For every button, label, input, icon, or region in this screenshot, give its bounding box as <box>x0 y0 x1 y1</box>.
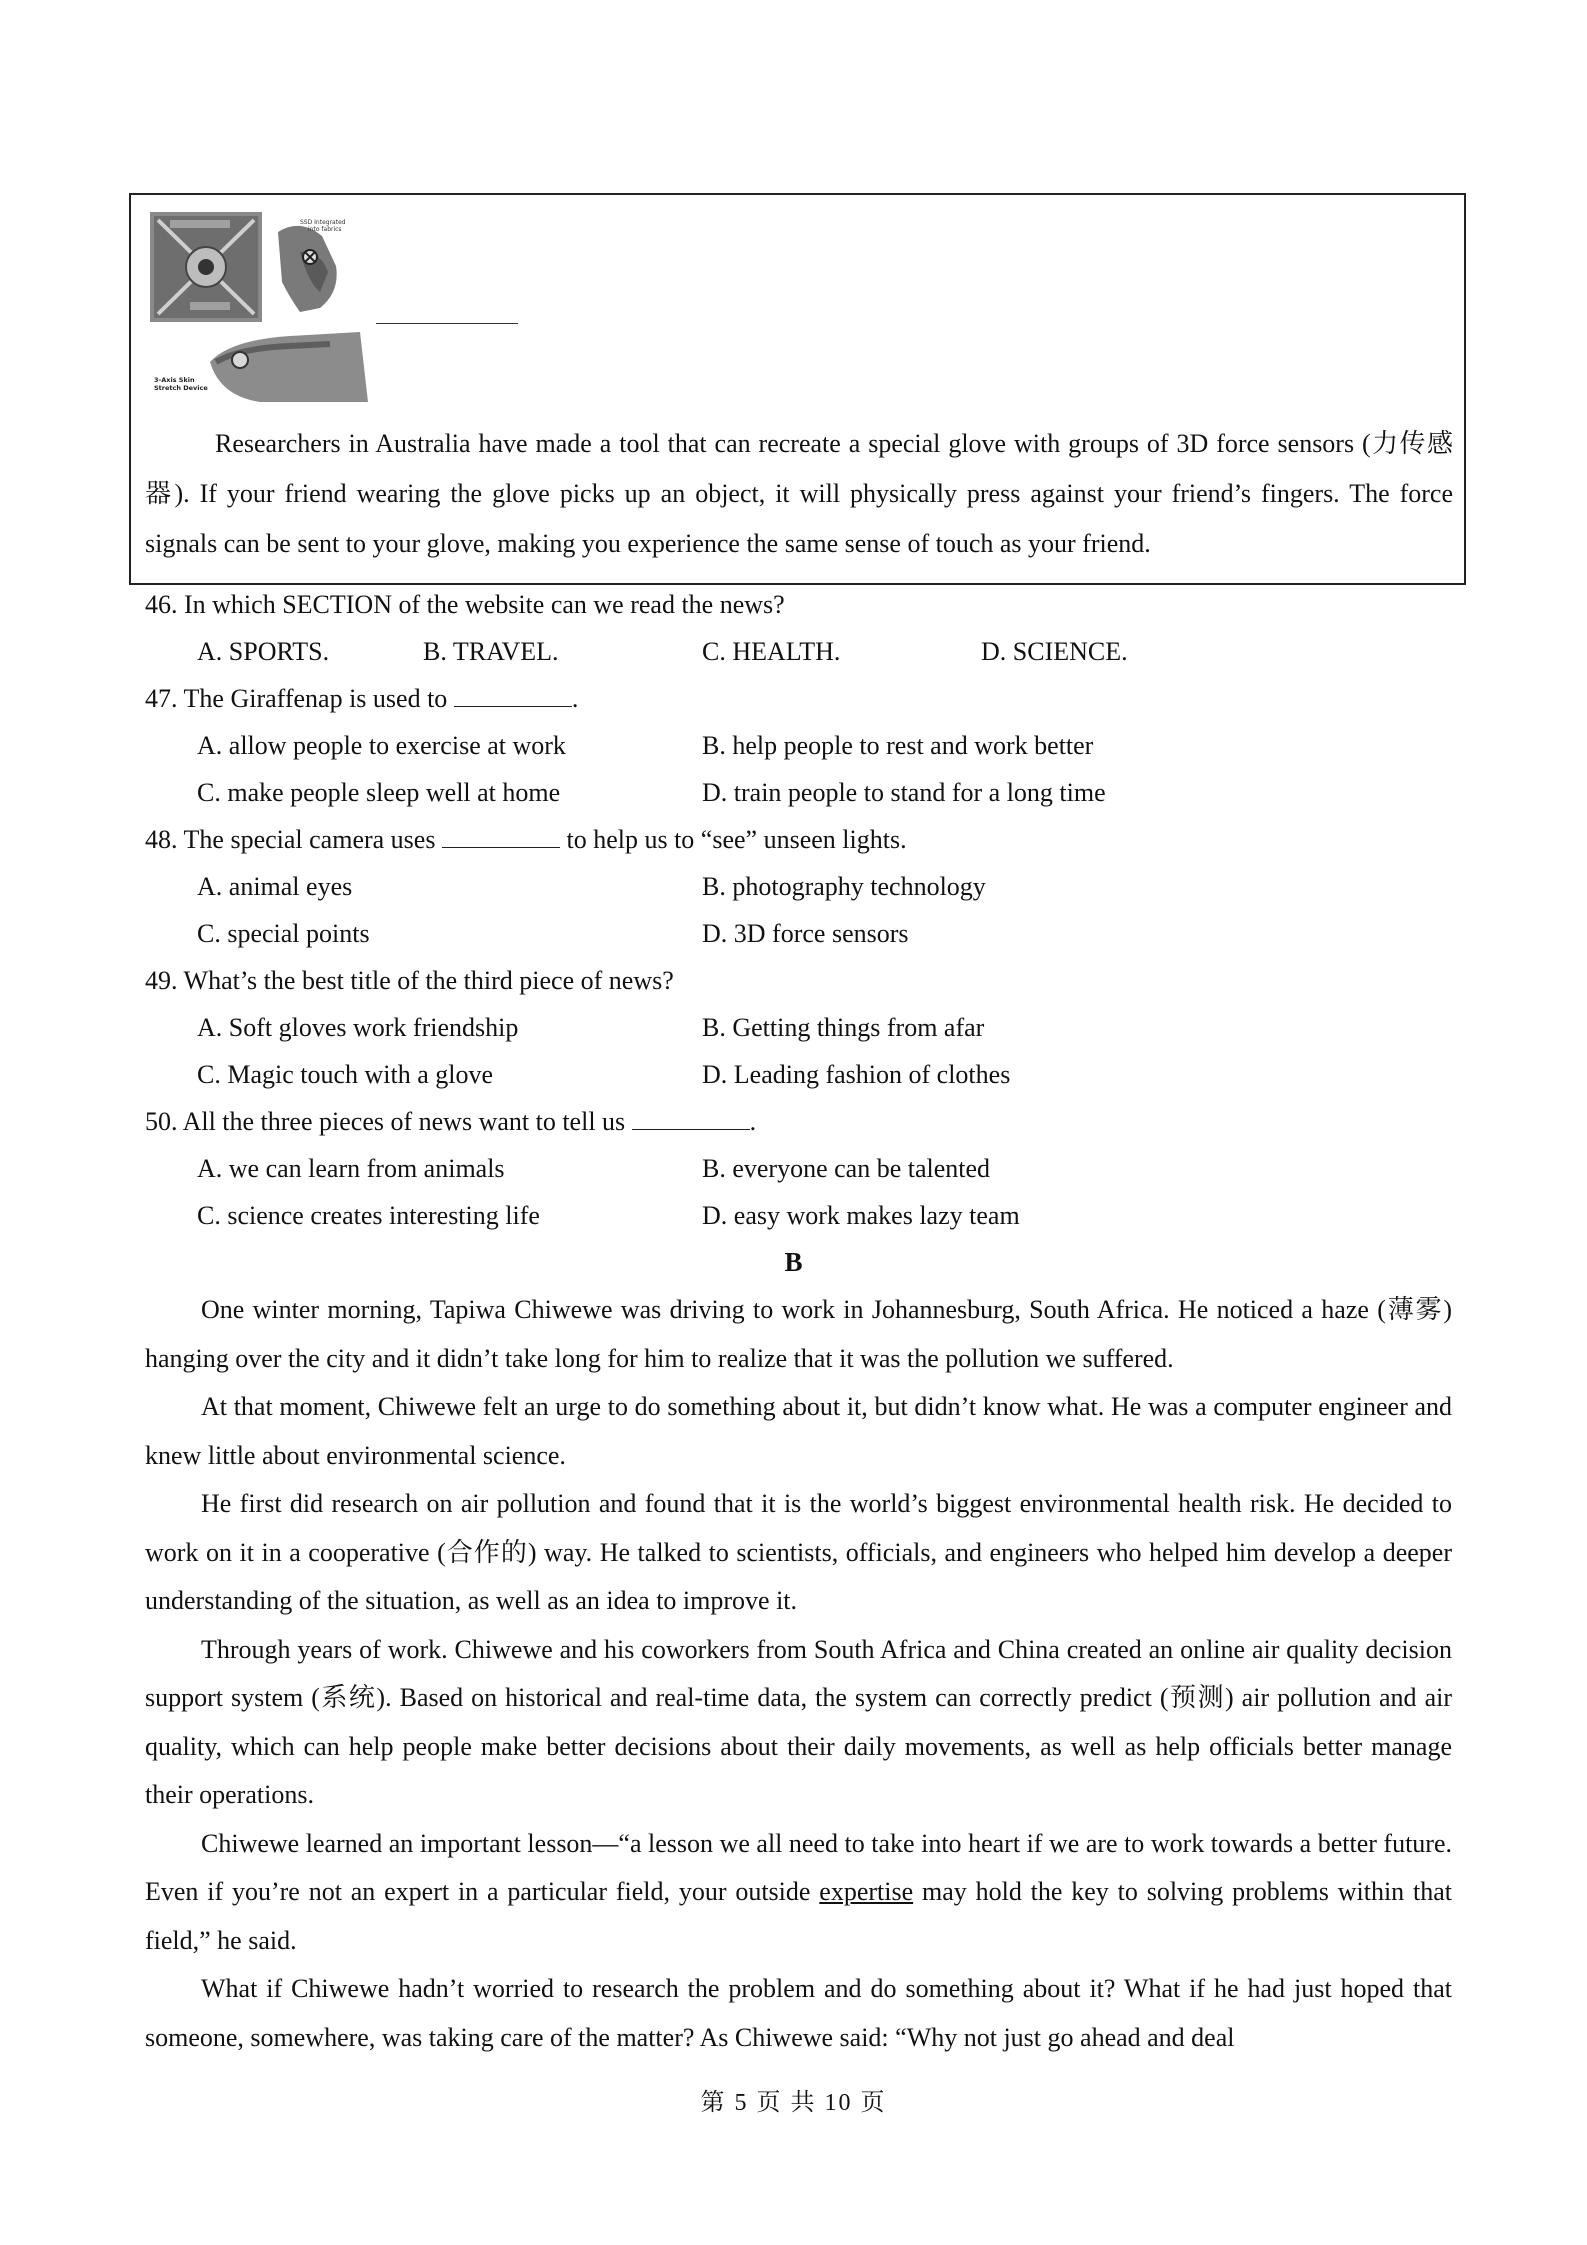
option-46-a: A. SPORTS. <box>197 637 330 666</box>
option-46-d: D. SCIENCE. <box>981 637 1128 666</box>
passage-paragraph: One winter morning, Tapiwa Chiwewe was driving to work in Johannesburg, South Africa. He noticed a haze (薄雾) hanging over the city and it didn’t take long for him to realize that it was the pollution we suffered. <box>145 1295 1452 1373</box>
option-46-c: C. HEALTH. <box>702 637 841 666</box>
answer-blank <box>454 682 572 707</box>
option-49-c: C. Magic touch with a glove <box>197 1060 494 1089</box>
option-47-b: B. help people to rest and work better <box>702 731 1094 760</box>
option-48-b: B. photography technology <box>702 872 986 901</box>
question-49: 49. What’s the best title of the third piece of news? <box>145 966 674 995</box>
glove-device-photo <box>150 212 370 404</box>
passage-paragraph: Chiwewe learned an important lesson—“a lesson we all need to take into heart if we are to work towards a better future. Even if you’re not an expert in a particular field, your outside expertise may hold the key to solving problems within that field,” he said. <box>145 1828 1453 1955</box>
option-50-a: A. we can learn from animals <box>197 1154 505 1183</box>
svg-text:Stretch Device: Stretch Device <box>154 384 208 392</box>
option-47-d: D. train people to stand for a long time <box>702 778 1106 807</box>
answer-blank <box>632 1105 750 1130</box>
passage-paragraph: What if Chiwewe hadn’t worried to research the problem and do something about it? What if he had just hoped that someone, somewhere, was taking care of the matter? As Chiwewe said: “Why not just go ahead and deal <box>145 1974 1452 2052</box>
option-47-c: C. make people sleep well at home <box>197 778 561 807</box>
section-heading: B <box>784 1247 803 1277</box>
option-46-b: B. TRAVEL. <box>423 637 559 666</box>
question-47: 47. The Giraffenap is used to . <box>145 684 579 713</box>
page-number: 第 5 页 共 10 页 <box>700 2090 887 2116</box>
option-49-d: D. Leading fashion of clothes <box>702 1060 1011 1089</box>
option-48-c: C. special points <box>197 919 370 948</box>
option-50-b: B. everyone can be talented <box>702 1154 991 1183</box>
question-46: 46. In which SECTION of the website can we read the news? <box>145 590 785 619</box>
passage-paragraph: Through years of work. Chiwewe and his coworkers from South Africa and China created an online air quality decision support system (系统). Based on historical and real-time data, the system can correctly predict (预测) air pollution and air quality, which can help people make better decisions about their daily movements, as well as help officials better manage their operations. <box>145 1634 1452 1809</box>
reading-passage <box>145 1286 1452 2062</box>
photo-label-ssd: SSD Integrated <box>300 219 346 226</box>
photo-label-skin-stretch: 3-Axis Skin <box>154 376 195 384</box>
option-47-a: A. allow people to exercise at work <box>197 731 566 760</box>
passage-paragraph: He first did research on air pollution and found that it is the world’s biggest environmental health risk. He decided to work on it in a cooperative (合作的) way. He talked to scientists, officials, and engineers who helped him develop a deeper understanding of the situation, as well as an idea to improve it. <box>145 1489 1452 1615</box>
passage-paragraph: At that moment, Chiwewe felt an urge to do something about it, but didn’t know what. He was a computer engineer and knew little about environmental science. <box>145 1392 1452 1470</box>
news-box <box>129 193 1466 585</box>
option-49-b: B. Getting things from afar <box>702 1013 985 1042</box>
title-blank <box>376 323 518 324</box>
question-48: 48. The special camera uses to help us to “see” unseen lights. <box>145 825 907 854</box>
news-paragraph: Researchers in Australia have made a tool that can recreate a special glove with groups of 3D force sensors (力传感器). If your friend wearing the glove picks up an object, it will physically press against your friend’s fingers. The force signals can be sent to your glove, making you experience the same sense of touch as your friend. <box>145 429 1453 558</box>
answer-blank <box>442 823 560 848</box>
question-50: 50. All the three pieces of news want to tell us . <box>145 1107 757 1136</box>
svg-text:into fabrics: into fabrics <box>308 226 342 233</box>
option-48-a: A. animal eyes <box>197 872 353 901</box>
option-48-d: D. 3D force sensors <box>702 919 909 948</box>
option-50-c: C. science creates interesting life <box>197 1201 540 1230</box>
option-49-a: A. Soft gloves work friendship <box>197 1013 519 1042</box>
option-50-d: D. easy work makes lazy team <box>702 1201 1020 1230</box>
underlined-word: expertise <box>819 1877 914 1906</box>
